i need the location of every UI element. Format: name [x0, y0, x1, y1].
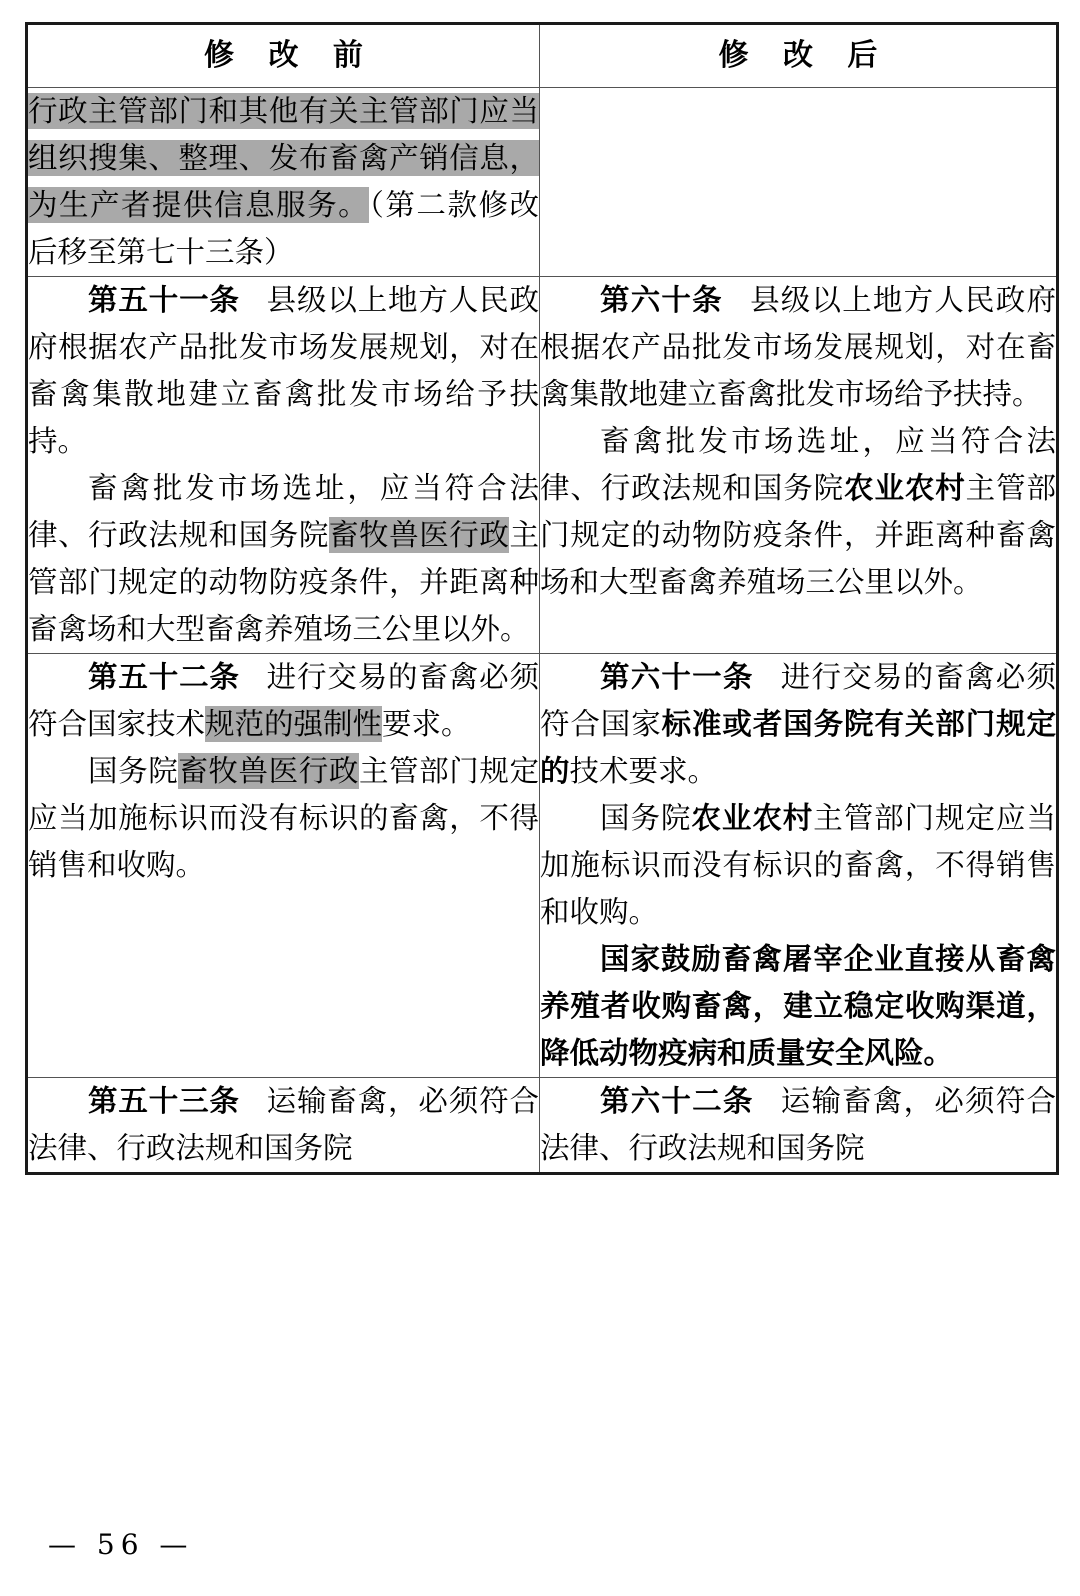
article-number: 第六十二条: [600, 1084, 754, 1118]
body-text: 县级以上地方人民政府根据农产品批发市场发展规划，对在畜禽集散地建立畜禽批发市场给予扶持。: [28, 283, 539, 458]
article-number: 第五十二条: [88, 660, 240, 694]
paragraph: [28, 88, 539, 276]
cell-left: [27, 88, 540, 277]
body-text: 国务院: [600, 801, 692, 835]
body-text: （第二款修改后移至第七十三条）: [28, 188, 539, 269]
body-text: 进行交易的畜禽必须符合国家技术: [28, 660, 539, 741]
body-text: 畜禽批发市场选址，应当符合法律、行政法规和国务院: [540, 424, 1056, 505]
body-text: 要求。: [382, 707, 471, 741]
amended-text: 国家鼓励畜禽屠宰企业直接从畜禽养殖者收购畜禽，建立稳定收购渠道，降低动物疫病和质量安全风险。: [540, 942, 1056, 1070]
cell-left: [27, 277, 540, 654]
paragraph: [540, 654, 1056, 795]
paragraph: [28, 654, 539, 748]
cell-left: [27, 654, 540, 1078]
body-text: 主管部门规定的动物防疫条件，并距离种畜禽场和大型畜禽养殖场三公里以外。: [28, 518, 539, 646]
paragraph: [540, 795, 1056, 936]
amended-text: 农业农村: [691, 801, 814, 835]
paragraph: [28, 748, 539, 889]
article-number: 第六十一条: [600, 660, 754, 694]
paragraph: [540, 418, 1056, 606]
table-body: [27, 88, 1058, 1174]
amended-text: 农业农村: [844, 471, 966, 505]
cell-right: [540, 277, 1058, 654]
table-header: [27, 24, 1058, 88]
table-row: [27, 654, 1058, 1078]
amendment-comparison-table: [25, 22, 1059, 1175]
body-text: 主管部门规定应当加施标识而没有标识的畜禽，不得销售和收购。: [28, 754, 539, 882]
table-header-row: [27, 24, 1058, 88]
table-row: [27, 1078, 1058, 1174]
article-number: 第六十条: [600, 283, 723, 317]
body-text: 运输畜禽，必须符合法律、行政法规和国务院: [28, 1084, 539, 1165]
header-label-after: 修 改 后: [718, 38, 890, 73]
paragraph: [540, 936, 1056, 1077]
paragraph: [28, 277, 539, 465]
body-text: 主管部门规定的动物防疫条件，并距离种畜禽场和大型畜禽养殖场三公里以外。: [540, 471, 1056, 599]
body-text: 运输畜禽，必须符合法律、行政法规和国务院: [540, 1084, 1056, 1165]
cell-left: [27, 1078, 540, 1174]
article-number: 第五十一条: [88, 283, 240, 317]
paragraph: [28, 1078, 539, 1172]
body-text: 国务院: [88, 754, 179, 788]
empty-cell-content: [540, 88, 1056, 107]
page-number: — 56 —: [48, 1528, 194, 1561]
paragraph: [28, 465, 539, 653]
header-label-before: 修 改 前: [204, 38, 375, 73]
header-cell-before: [27, 24, 540, 88]
body-text: 进行交易的畜禽必须符合国家: [540, 660, 1056, 741]
highlighted-text: 畜牧兽医行政: [178, 754, 359, 788]
paragraph: [540, 277, 1056, 418]
paragraph: [540, 1078, 1056, 1172]
body-text: 技术要求。: [569, 754, 718, 788]
body-text: 主管部门规定应当加施标识而没有标识的畜禽，不得销售和收购。: [540, 801, 1056, 929]
table-row: [27, 277, 1058, 654]
cell-right: [540, 88, 1058, 277]
article-number: 第五十三条: [88, 1084, 240, 1118]
highlighted-text: 规范的强制性: [205, 707, 383, 741]
highlighted-text: 畜牧兽医行政: [328, 518, 510, 552]
header-cell-after: [540, 24, 1058, 88]
highlighted-text: 行政主管部门和其他有关主管部门应当组织搜集、整理、发布畜禽产销信息，为生产者提供信息服务。: [28, 94, 539, 222]
body-text: 县级以上地方人民政府根据农产品批发市场发展规划，对在畜禽集散地建立畜禽批发市场给予扶持。: [540, 283, 1056, 411]
body-text: 畜禽批发市场选址，应当符合法律、行政法规和国务院: [28, 471, 539, 552]
table-row: [27, 88, 1058, 277]
amended-text: 标准或者国务院有关部门规定的: [540, 707, 1056, 788]
cell-right: [540, 654, 1058, 1078]
cell-right: [540, 1078, 1058, 1174]
